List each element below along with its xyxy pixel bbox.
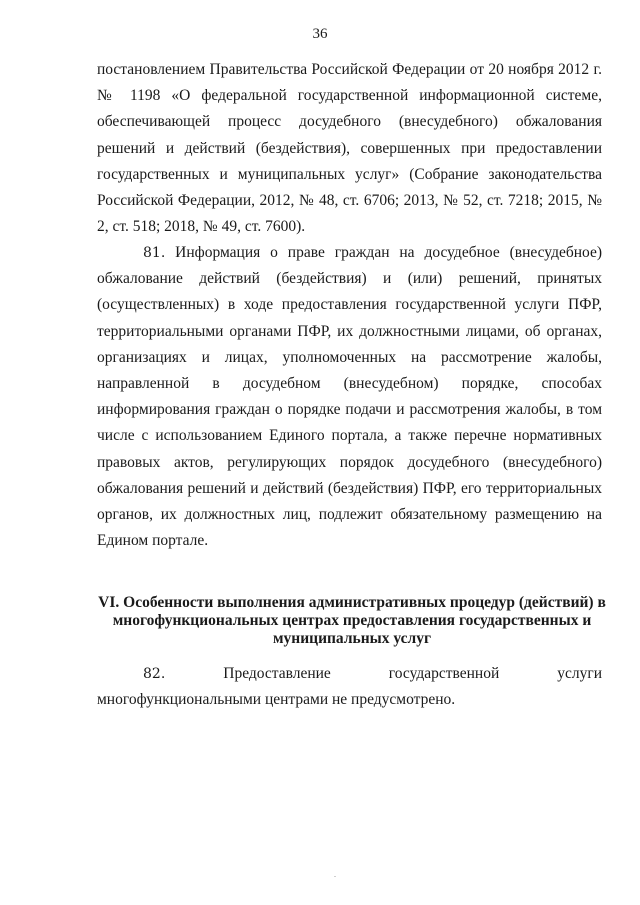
- paragraph-number: 82.: [143, 666, 166, 682]
- paragraph-text: Информация о праве граждан на досудебное (внесудебное) обжалование действий (бездействия) и (или) решений, принятых (осуществленных) в ходе предоставления государственной услуги ПФР, территориальными органами ПФР, их должностными лицами, об органах, организациях и лицах, уполномоченных на рассмотрение жалобы, направленной в досудебном (внесудебном) порядке, способах информирования граждан о порядке подачи и рассмотрения жалобы, в том числе с использованием Единого портала, а также перечне нормативных правовых актов, регулирующих порядок досудебного (внесудебного) обжалования решений и действий (бездействия) ПФР, его территориальных органов, их должностных лиц, подлежит обязательному размещению на Едином портале.: [97, 244, 603, 550]
- paragraph-81: [97, 240, 602, 554]
- page-number: 36: [312, 26, 328, 42]
- paragraph-82-body: [97, 661, 602, 713]
- section-heading: VI. Особенности выполнения административных процедур (действий) в многофункциональных центрах предоставления государственных и муниципальных услуг: [98, 594, 606, 647]
- scan-speck: [334, 876, 336, 877]
- paragraph-text: Предоставление государственной услуги многофункциональными центрами не предусмотрено.: [97, 665, 603, 709]
- paragraph-number: 81.: [143, 245, 166, 261]
- paragraph-82: [97, 661, 602, 713]
- paragraph-continuation: [97, 57, 602, 240]
- paragraph-81-body: [97, 240, 602, 554]
- paragraph-text: постановлением Правительства Российской Федерации от 20 ноября 2012 г. № 1198 «О федеральной государственной информационной системе, обеспечивающей процесс досудебного (внесудебного) обжалования решений и действий (бездействия), совершенных при предоставлении государственных и муниципальных услуг» (Собрание законодательства Российской Федерации, 2012, № 48, ст. 6706; 2013, № 52, ст. 7218; 2015, № 2, ст. 518; 2018, № 49, ст. 7600).: [97, 61, 602, 236]
